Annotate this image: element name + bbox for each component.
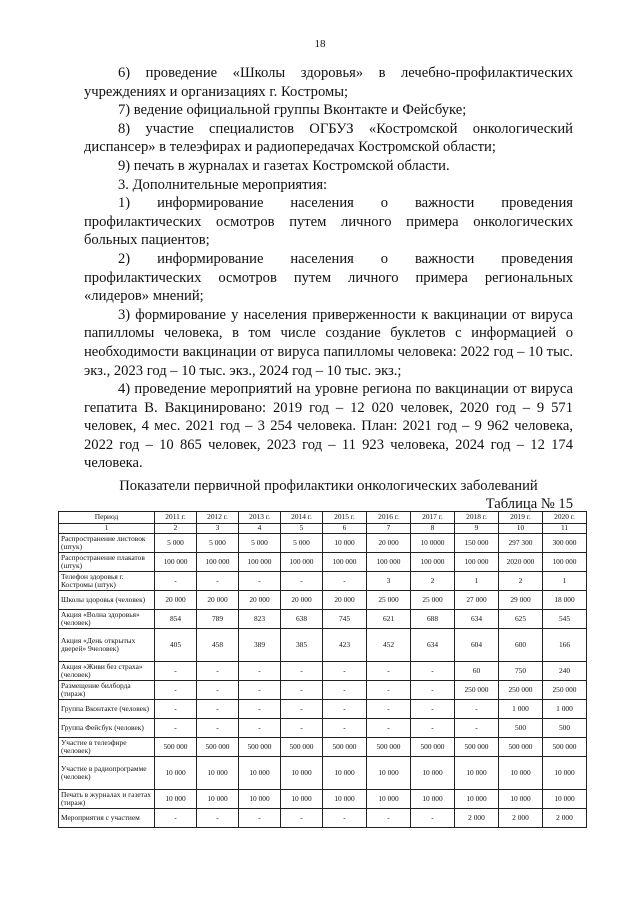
value-cell: - bbox=[155, 572, 197, 591]
value-cell: 100 000 bbox=[367, 553, 411, 572]
value-cell: 10 000 bbox=[323, 534, 367, 553]
value-cell: 500 000 bbox=[543, 738, 587, 757]
column-number-cell: 1 bbox=[59, 524, 155, 534]
column-number-cell: 2 bbox=[155, 524, 197, 534]
header-cell-year: 2014 г. bbox=[281, 512, 323, 524]
column-number-cell: 5 bbox=[281, 524, 323, 534]
value-cell: 240 bbox=[543, 662, 587, 681]
column-number-cell: 6 bbox=[323, 524, 367, 534]
row-label-cell: Размещение билборда (тираж) bbox=[59, 681, 155, 700]
value-cell: 10 000 bbox=[239, 757, 281, 790]
value-cell: 100 000 bbox=[543, 553, 587, 572]
value-cell: 1 000 bbox=[499, 700, 543, 719]
value-cell: - bbox=[155, 681, 197, 700]
value-cell: - bbox=[367, 809, 411, 828]
value-cell: 500 000 bbox=[455, 738, 499, 757]
value-cell: - bbox=[239, 572, 281, 591]
value-cell: 389 bbox=[239, 629, 281, 662]
value-cell: - bbox=[281, 809, 323, 828]
table-row bbox=[59, 681, 587, 700]
value-cell: 18 000 bbox=[543, 591, 587, 610]
value-cell: 166 bbox=[543, 629, 587, 662]
value-cell: 545 bbox=[543, 610, 587, 629]
value-cell: 10 000 bbox=[155, 757, 197, 790]
value-cell: 10 000 bbox=[281, 790, 323, 809]
row-label-cell: Участие в телеэфире (человек) bbox=[59, 738, 155, 757]
column-number-cell: 7 bbox=[367, 524, 411, 534]
value-cell: 25 000 bbox=[367, 591, 411, 610]
table-column-numbers-row bbox=[59, 524, 587, 534]
value-cell: - bbox=[367, 662, 411, 681]
paragraph: 9) печать в журналах и газетах Костромской области. bbox=[118, 157, 450, 174]
value-cell: 10 000 bbox=[411, 790, 455, 809]
value-cell: 10 000 bbox=[323, 757, 367, 790]
value-cell: 385 bbox=[281, 629, 323, 662]
value-cell: 20 000 bbox=[323, 591, 367, 610]
value-cell: 2 000 bbox=[543, 809, 587, 828]
value-cell: 500 000 bbox=[367, 738, 411, 757]
paragraph: 6) проведение «Школы здоровья» в лечебно-профилактических учреждениях и организациях г. Костромы; bbox=[84, 65, 573, 100]
paragraph: 7) ведение официальной группы Вконтакте и Фейсбуке; bbox=[118, 102, 467, 119]
value-cell: 500 bbox=[499, 719, 543, 738]
value-cell: 500 000 bbox=[411, 738, 455, 757]
value-cell: 10 000 bbox=[543, 790, 587, 809]
value-cell: 10 000 bbox=[499, 757, 543, 790]
value-cell: - bbox=[367, 681, 411, 700]
table-number: Таблица № 15 bbox=[485, 496, 573, 512]
value-cell: 688 bbox=[411, 610, 455, 629]
value-cell: - bbox=[323, 809, 367, 828]
value-cell: 10 000 bbox=[197, 757, 239, 790]
header-cell-year: 2015 г. bbox=[323, 512, 367, 524]
value-cell: 500 000 bbox=[197, 738, 239, 757]
value-cell: 405 bbox=[155, 629, 197, 662]
column-number-cell: 11 bbox=[543, 524, 587, 534]
header-cell-year: 2019 г. bbox=[499, 512, 543, 524]
value-cell: 10 000 bbox=[543, 757, 587, 790]
value-cell: 2 000 bbox=[455, 809, 499, 828]
paragraph: 3) формирование у населения приверженности к вакцинации от вируса папилломы человека, в том числе создание буклетов с информацией о необходимости вакцинации от вируса папилломы человека: 2022 год – 10 тыс. экз., 2023 год – 10 тыс. экз., 2024 год – 10 тыс. экз.; bbox=[84, 306, 573, 379]
value-cell: 100 000 bbox=[411, 553, 455, 572]
value-cell: - bbox=[411, 809, 455, 828]
value-cell: - bbox=[239, 681, 281, 700]
value-cell: 500 000 bbox=[281, 738, 323, 757]
value-cell: - bbox=[455, 719, 499, 738]
value-cell: 10 000 bbox=[367, 790, 411, 809]
value-cell: 20 000 bbox=[367, 534, 411, 553]
value-cell: 634 bbox=[411, 629, 455, 662]
row-label-cell: Акция «Волна здоровья» (человек) bbox=[59, 610, 155, 629]
value-cell: 423 bbox=[323, 629, 367, 662]
value-cell: 10 000 bbox=[411, 757, 455, 790]
value-cell: 29 000 bbox=[499, 591, 543, 610]
value-cell: 27 000 bbox=[455, 591, 499, 610]
table-row bbox=[59, 809, 587, 828]
table-row bbox=[59, 719, 587, 738]
value-cell: 10 000 bbox=[155, 790, 197, 809]
value-cell: 297 300 bbox=[499, 534, 543, 553]
value-cell: - bbox=[197, 719, 239, 738]
header-cell-year: 2011 г. bbox=[155, 512, 197, 524]
value-cell: - bbox=[323, 662, 367, 681]
value-cell: - bbox=[367, 719, 411, 738]
value-cell: - bbox=[455, 700, 499, 719]
table-row bbox=[59, 610, 587, 629]
value-cell: - bbox=[197, 700, 239, 719]
value-cell: 2020 000 bbox=[499, 553, 543, 572]
table-header-row bbox=[59, 512, 587, 524]
value-cell: - bbox=[281, 572, 323, 591]
column-number-cell: 9 bbox=[455, 524, 499, 534]
value-cell: - bbox=[367, 700, 411, 719]
value-cell: 10 000 bbox=[323, 790, 367, 809]
column-number-cell: 4 bbox=[239, 524, 281, 534]
value-cell: 100 000 bbox=[155, 553, 197, 572]
value-cell: - bbox=[323, 572, 367, 591]
table-row bbox=[59, 534, 587, 553]
value-cell: 1 bbox=[543, 572, 587, 591]
table-row bbox=[59, 662, 587, 681]
table-row bbox=[59, 591, 587, 610]
value-cell: 25 000 bbox=[411, 591, 455, 610]
value-cell: - bbox=[323, 700, 367, 719]
value-cell: 100 000 bbox=[197, 553, 239, 572]
value-cell: - bbox=[239, 700, 281, 719]
value-cell: - bbox=[197, 662, 239, 681]
row-label-cell: Группа Вконтакте (человек) bbox=[59, 700, 155, 719]
value-cell: 250 000 bbox=[543, 681, 587, 700]
table-row bbox=[59, 572, 587, 591]
value-cell: 10 000 bbox=[281, 757, 323, 790]
row-label-cell: Распространение плакатов (штук) bbox=[59, 553, 155, 572]
value-cell: 100 000 bbox=[455, 553, 499, 572]
value-cell: - bbox=[281, 719, 323, 738]
value-cell: - bbox=[197, 809, 239, 828]
value-cell: - bbox=[155, 809, 197, 828]
column-number-cell: 3 bbox=[197, 524, 239, 534]
value-cell: 300 000 bbox=[543, 534, 587, 553]
value-cell: 621 bbox=[367, 610, 411, 629]
value-cell: 5 000 bbox=[239, 534, 281, 553]
column-number-cell: 8 bbox=[411, 524, 455, 534]
row-label-cell: Группа Фейсбук (человек) bbox=[59, 719, 155, 738]
value-cell: - bbox=[323, 719, 367, 738]
value-cell: 20 000 bbox=[155, 591, 197, 610]
value-cell: 638 bbox=[281, 610, 323, 629]
table-caption bbox=[84, 477, 573, 513]
value-cell: 789 bbox=[197, 610, 239, 629]
value-cell: - bbox=[281, 662, 323, 681]
value-cell: 500 000 bbox=[239, 738, 281, 757]
value-cell: 150 000 bbox=[455, 534, 499, 553]
header-cell-year: 2018 г. bbox=[455, 512, 499, 524]
value-cell: 500 000 bbox=[499, 738, 543, 757]
value-cell: 10 000 bbox=[367, 757, 411, 790]
value-cell: 500 000 bbox=[155, 738, 197, 757]
value-cell: 10 000 bbox=[197, 790, 239, 809]
value-cell: - bbox=[411, 662, 455, 681]
value-cell: 250 000 bbox=[499, 681, 543, 700]
paragraph: 4) проведение мероприятий на уровне региона по вакцинации от вируса гепатита В. Вакцинировано: 2019 год – 12 020 человек, 2020 год – 9 571 человек, 4 мес. 2021 год – 3 254 человека. План: 2021 год – 9 962 человека, 2022 год – 10 865 человек, 2023 год – 11 923 человека, 2024 год – 12 174 человека. bbox=[84, 381, 573, 472]
table-row bbox=[59, 790, 587, 809]
value-cell: - bbox=[281, 681, 323, 700]
table-title: Показатели первичной профилактики онкологических заболеваний bbox=[119, 478, 538, 494]
value-cell: 1 000 bbox=[543, 700, 587, 719]
value-cell: - bbox=[155, 662, 197, 681]
page-number: 18 bbox=[314, 38, 326, 50]
value-cell: 10 000 bbox=[455, 757, 499, 790]
value-cell: - bbox=[411, 681, 455, 700]
body-text bbox=[84, 64, 573, 473]
row-label-cell: Школы здоровья (человек) bbox=[59, 591, 155, 610]
row-label-cell: Печать в журналах и газетах (тираж) bbox=[59, 790, 155, 809]
value-cell: 2 000 bbox=[499, 809, 543, 828]
paragraph: 8) участие специалистов ОГБУЗ «Костромской онкологический диспансер» в телеэфирах и радиопередачах Костромской области; bbox=[84, 120, 573, 156]
value-cell: 458 bbox=[197, 629, 239, 662]
value-cell: - bbox=[281, 700, 323, 719]
value-cell: 5 000 bbox=[197, 534, 239, 553]
paragraph: 2) информирование населения о важности проведения профилактических осмотров путем личного примера региональных «лидеров» мнений; bbox=[84, 250, 573, 305]
value-cell: - bbox=[411, 719, 455, 738]
row-label-cell: Распространение листовок (штук) bbox=[59, 534, 155, 553]
header-cell-year: 2016 г. bbox=[367, 512, 411, 524]
value-cell: 2 bbox=[411, 572, 455, 591]
value-cell: 10 0000 bbox=[411, 534, 455, 553]
row-label-cell: Телефон здоровья г. Костромы (штук) bbox=[59, 572, 155, 591]
value-cell: 100 000 bbox=[239, 553, 281, 572]
value-cell: 60 bbox=[455, 662, 499, 681]
value-cell: 745 bbox=[323, 610, 367, 629]
value-cell: 10 000 bbox=[239, 790, 281, 809]
header-cell-period: Период bbox=[59, 512, 155, 524]
value-cell: 3 bbox=[367, 572, 411, 591]
value-cell: 854 bbox=[155, 610, 197, 629]
value-cell: - bbox=[197, 681, 239, 700]
value-cell: - bbox=[155, 719, 197, 738]
row-label-cell: Акция «День открытых дверей» 9человек) bbox=[59, 629, 155, 662]
value-cell: 634 bbox=[455, 610, 499, 629]
value-cell: - bbox=[239, 719, 281, 738]
value-cell: 100 000 bbox=[323, 553, 367, 572]
header-cell-year: 2013 г. bbox=[239, 512, 281, 524]
value-cell: 600 bbox=[499, 629, 543, 662]
value-cell: 1 bbox=[455, 572, 499, 591]
value-cell: 5 000 bbox=[281, 534, 323, 553]
value-cell: 20 000 bbox=[197, 591, 239, 610]
value-cell: 604 bbox=[455, 629, 499, 662]
row-label-cell: Мероприятия с участием bbox=[59, 809, 155, 828]
value-cell: 250 000 bbox=[455, 681, 499, 700]
table-row bbox=[59, 700, 587, 719]
row-label-cell: Участие в радиопрограмме (человек) bbox=[59, 757, 155, 790]
value-cell: 500 bbox=[543, 719, 587, 738]
table-row bbox=[59, 738, 587, 757]
column-number-cell: 10 bbox=[499, 524, 543, 534]
header-cell-year: 2017 г. bbox=[411, 512, 455, 524]
value-cell: - bbox=[239, 809, 281, 828]
value-cell: 20 000 bbox=[281, 591, 323, 610]
indicators-table bbox=[58, 511, 587, 828]
paragraph: 1) информирование населения о важности проведения профилактических осмотров путем личного примера онкологических больных пациентов; bbox=[84, 195, 573, 249]
value-cell: 10 000 bbox=[455, 790, 499, 809]
value-cell: 452 bbox=[367, 629, 411, 662]
value-cell: 750 bbox=[499, 662, 543, 681]
value-cell: - bbox=[155, 700, 197, 719]
table-row bbox=[59, 629, 587, 662]
value-cell: 2 bbox=[499, 572, 543, 591]
value-cell: 625 bbox=[499, 610, 543, 629]
value-cell: - bbox=[411, 700, 455, 719]
value-cell: 5 000 bbox=[155, 534, 197, 553]
value-cell: 20 000 bbox=[239, 591, 281, 610]
value-cell: - bbox=[323, 681, 367, 700]
paragraph: 3. Дополнительные мероприятия: bbox=[118, 176, 328, 193]
value-cell: - bbox=[239, 662, 281, 681]
value-cell: 823 bbox=[239, 610, 281, 629]
value-cell: 10 000 bbox=[499, 790, 543, 809]
value-cell: 100 000 bbox=[281, 553, 323, 572]
value-cell: 500 000 bbox=[323, 738, 367, 757]
row-label-cell: Акция «Живи без страха» (человек) bbox=[59, 662, 155, 681]
header-cell-year: 2020 г. bbox=[543, 512, 587, 524]
value-cell: - bbox=[197, 572, 239, 591]
header-cell-year: 2012 г. bbox=[197, 512, 239, 524]
table-row bbox=[59, 757, 587, 790]
table-row bbox=[59, 553, 587, 572]
